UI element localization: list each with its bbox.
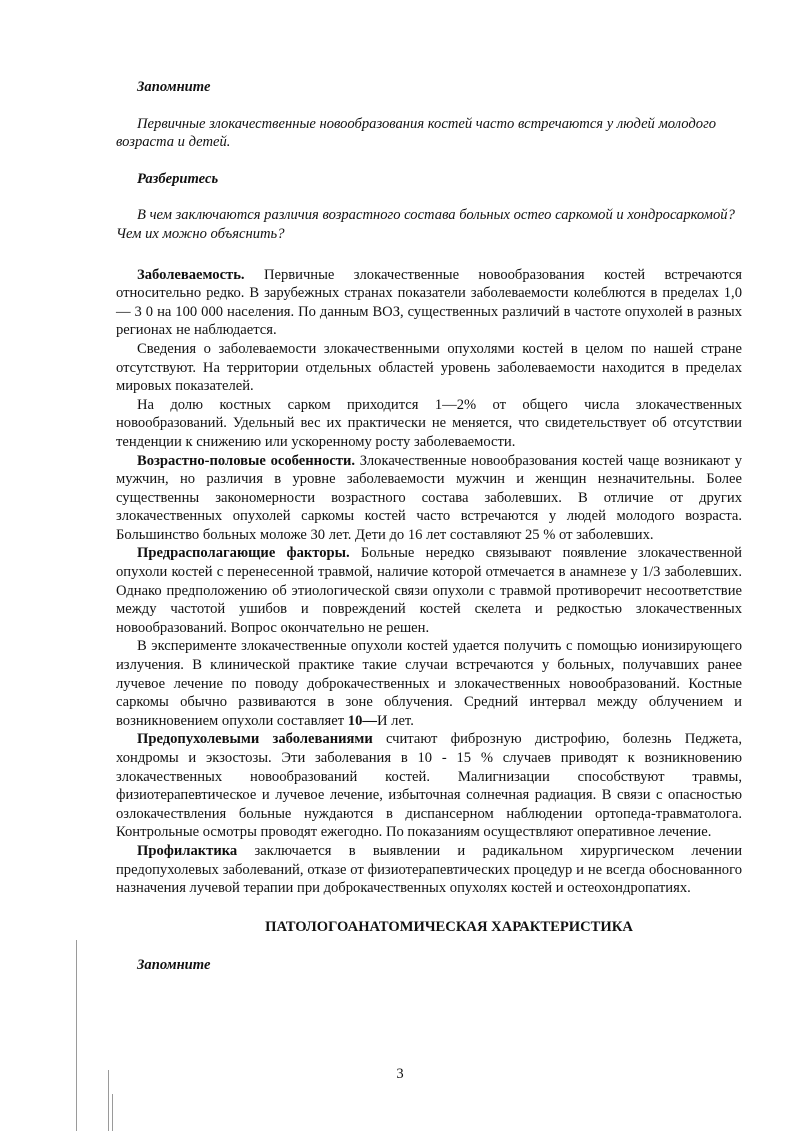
section-title: ПАТОЛОГОАНАТОМИЧЕСКАЯ ХАРАКТЕРИСТИКА xyxy=(265,918,633,935)
paragraph-precancer xyxy=(116,730,742,842)
incidence-term: Заболеваемость. xyxy=(137,266,245,283)
figure-out-heading: Разберитесь xyxy=(137,170,219,187)
age-sex-text: Злокачественные новообразования костей чаще возникают у мужчин, но различия в уровне заболеваемости мужчин и женщин незначительны. Более существенны закономерности возрастного состава заболевших. В отличие от других злокачественных опухолей саркомы костей часто встречаются у людей молодого возраста. Большинство больных моложе 30 лет. Дети до 16 лет составляют 25 % от заболевших. xyxy=(116,452,742,543)
incidence-text: Первичные злокачественные новообразования костей встречаются относительно редко. В зарубежных странах показатели заболеваемости колеблются в пределах 1,0— 3 0 на 100 000 населения. По данным ВОЗ, существенных различий в частоте опухолей в разных регионах не наблюдается. xyxy=(116,266,742,339)
experiment-interval: 10— xyxy=(347,712,377,729)
paragraph-sarcoma-share xyxy=(116,396,742,452)
page-content xyxy=(116,78,742,975)
margin-line-lower-b xyxy=(112,1094,113,1131)
experiment-text-b: И лет. xyxy=(376,712,414,729)
factors-term: Предрасполагающие факторы. xyxy=(137,545,350,562)
page-number: 3 xyxy=(396,1066,404,1082)
remember-heading-2: Запомните xyxy=(137,957,211,974)
sarcoma-share-text: На долю костных сарком приходится 1—2% от общего числа злокачественных новообразований. Удельный вес их практически не меняется, что свидетельствует об отсутствии тенденции к снижению или ускоренному росту заболеваемости. xyxy=(116,396,742,450)
precancer-text: считают фиброзную дистрофию, болезнь Педжета, хондромы и экзостозы. Эти заболевания в 10 - 15 % случаев приводят к возникновению злокачественных новообразований костей. Малигнизации способствуют травмы, физиотерапевтическое и лучевое лечение, избыточная солнечная радиация. В связи с опасностью озлокачествления больные нуждаются в диспансерном наблюдении ортопеда-травматолога. Контрольные осмотры проводят ежегодно. По показаниям осуществляют оперативное лечение. xyxy=(116,731,742,841)
experiment-text-a: В эксперименте злокачественные опухоли костей удается получить с помощью ионизирующего излучения. В клинической практике такие случаи встречаются у больных, получавших ранее лучевое лечение по поводу доброкачественных и злокачественных новообразований. Костные саркомы обычно развиваются в зоне облучения. Средний интервал между облучением и возникновением опухоли составляет xyxy=(116,638,742,729)
margin-line-upper xyxy=(76,940,77,1131)
paragraph-prevention xyxy=(116,842,742,898)
paragraph-factors xyxy=(116,544,742,637)
prevention-term: Профилактика xyxy=(137,842,238,859)
paragraph-incidence xyxy=(116,266,742,340)
factors-text: Больные нередко связывают появление злокачественной опухоли костей с перенесенной травмой, наличие которой отмечается в анамнезе у 1/3 заболевших. Однако предположению об этиологической связи опухоли с травмой противоречит несоответствие между частотой ушибов и повреждений костей скелета и редкостью злокачественных новообразований. Вопрос окончательно не решен. xyxy=(116,545,742,636)
remember-heading: Запомните xyxy=(137,79,211,95)
paragraph-incidence-data xyxy=(116,340,742,396)
remember-text: Первичные злокачественные новообразования костей часто встречаются у людей молодого возраста и детей. xyxy=(116,115,717,151)
paragraph-experiment xyxy=(116,637,742,730)
paragraph-age-sex xyxy=(116,452,742,545)
incidence-data-text: Сведения о заболеваемости злокачественными опухолями костей в целом по нашей стране отсутствуют. На территории отдельных областей уровень заболеваемости находится в пределах мировых показателей. xyxy=(116,340,742,395)
figure-out-text: В чем заключаются различия возрастного состава больных остео саркомой и хондросаркомой? Чем их можно объяснить? xyxy=(116,207,735,242)
precancer-term: Предопухолевыми заболеваниями xyxy=(137,731,373,748)
prevention-text: заключается в выявлении и радикальном хирургическом лечении предопухолевых заболеваний, отказе от физиотерапевтических процедур и не всегда обоснованного назначения лучевой терапии при доброкачественных опухолях костей и остеохондропатиях. xyxy=(116,842,742,897)
age-sex-term: Возрастно-половые особенности. xyxy=(137,452,356,469)
